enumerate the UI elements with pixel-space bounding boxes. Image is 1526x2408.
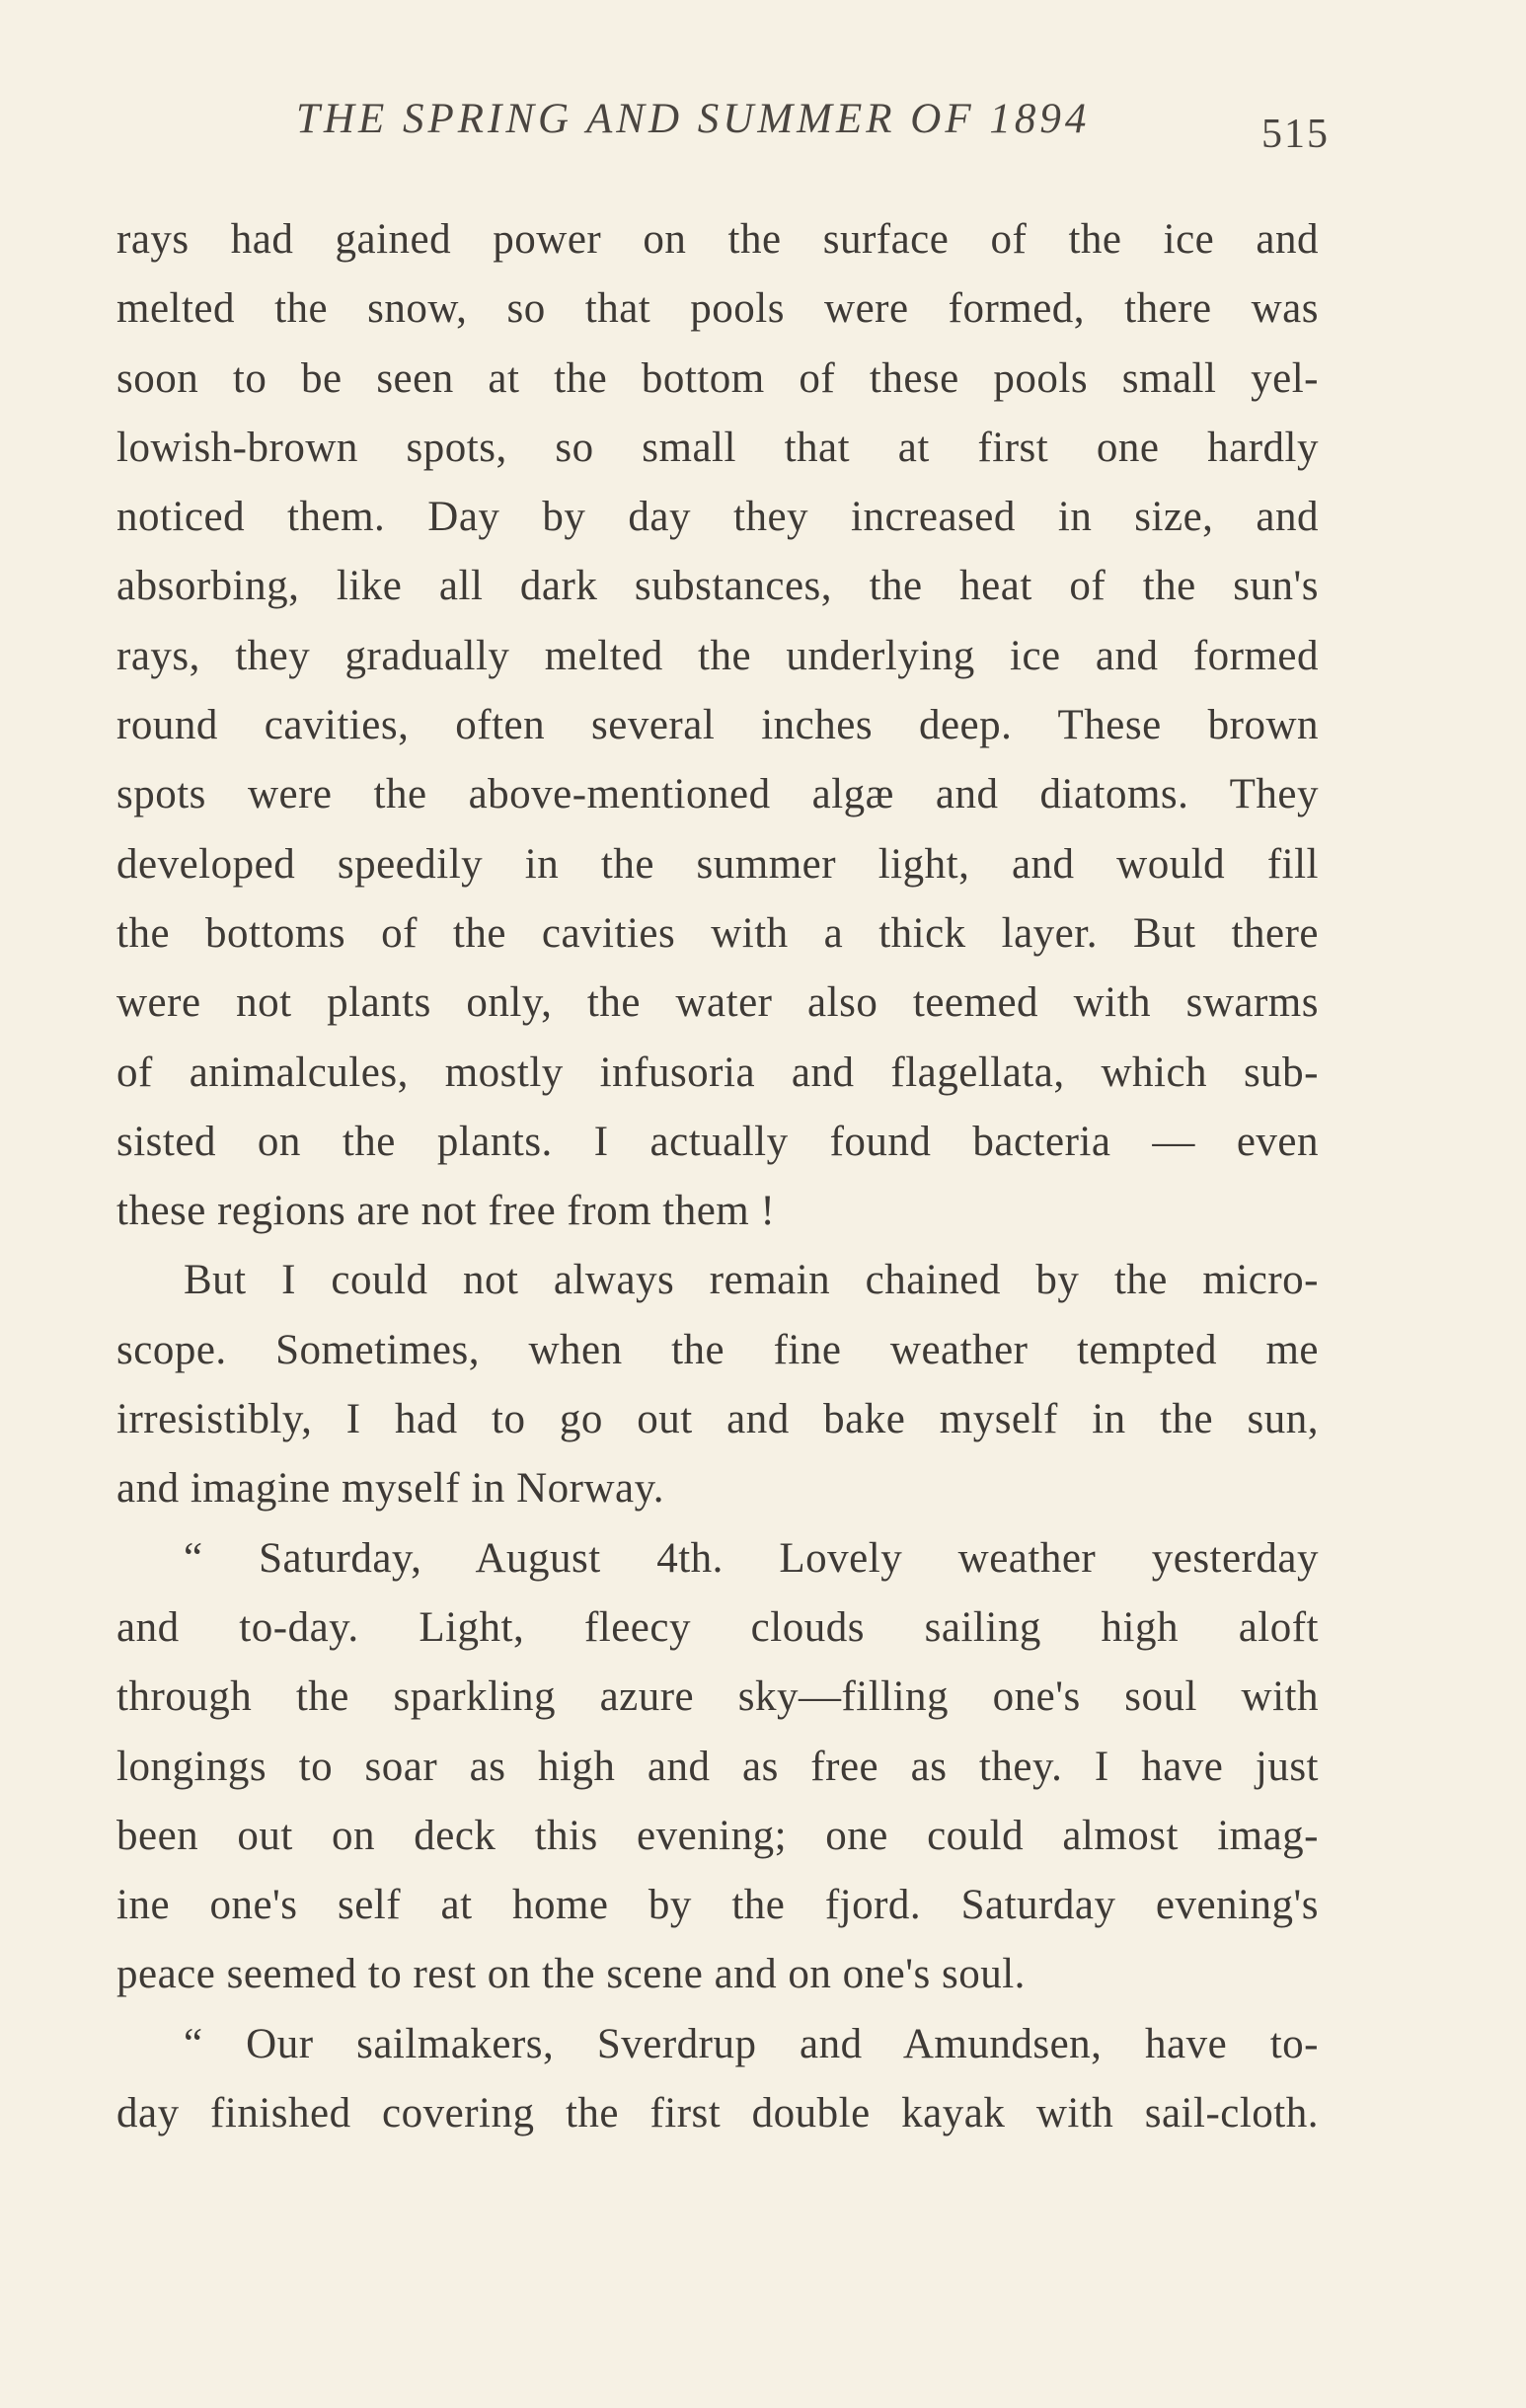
text-line: melted the snow, so that pools were formed, there was bbox=[116, 285, 1319, 333]
text-line: these regions are not free from them ! bbox=[116, 1188, 776, 1235]
text-line: noticed them. Day by day they increased in size, and bbox=[116, 494, 1319, 541]
text-line: But I could not always remain chained by the micro- bbox=[184, 1257, 1319, 1304]
text-line: longings to soar as high and as free as they. I have just bbox=[116, 1743, 1319, 1790]
text-line: ine one's self at home by the fjord. Saturday evening's bbox=[116, 1882, 1319, 1929]
page-number: 515 bbox=[1261, 112, 1330, 157]
text-line: day finished covering the first double kayak with sail-cloth. bbox=[116, 2090, 1319, 2137]
text-line: been out on deck this evening; one could almost imag- bbox=[116, 1812, 1319, 1859]
text-line: “ Our sailmakers, Sverdrup and Amundsen, have to- bbox=[184, 2020, 1319, 2067]
running-head-title: THE SPRING AND SUMMER OF 1894 bbox=[296, 96, 1091, 142]
text-line: and imagine myself in Norway. bbox=[116, 1465, 665, 1513]
text-line: spots were the above-mentioned algæ and diatoms. They bbox=[116, 771, 1319, 818]
text-line: peace seemed to rest on the scene and on one's soul. bbox=[116, 1951, 1026, 1998]
text-line: the bottoms of the cavities with a thick layer. But there bbox=[116, 909, 1319, 957]
text-line: of animalcules, mostly infusoria and flagellata, which sub- bbox=[116, 1049, 1319, 1096]
text-line: rays, they gradually melted the underlying ice and formed bbox=[116, 632, 1319, 679]
text-line: lowish-brown spots, so small that at first one hardly bbox=[116, 424, 1319, 471]
text-line: rays had gained power on the surface of the ice and bbox=[116, 216, 1319, 263]
body-text bbox=[116, 205, 1319, 2148]
text-line: were not plants only, the water also teemed with swarms bbox=[116, 979, 1319, 1027]
text-line: developed speedily in the summer light, and would fill bbox=[116, 840, 1319, 888]
text-line: “ Saturday, August 4th. Lovely weather yesterday bbox=[184, 1534, 1319, 1582]
text-line: round cavities, often several inches deep. These brown bbox=[116, 702, 1319, 749]
text-line: soon to be seen at the bottom of these pools small yel- bbox=[116, 354, 1319, 402]
text-line: scope. Sometimes, when the fine weather tempted me bbox=[116, 1326, 1319, 1373]
text-line: absorbing, like all dark substances, the heat of the sun's bbox=[116, 563, 1319, 610]
text-line: sisted on the plants. I actually found bacteria — even bbox=[116, 1118, 1319, 1165]
text-line: irresistibly, I had to go out and bake myself in the sun, bbox=[116, 1396, 1319, 1443]
text-line: and to-day. Light, fleecy clouds sailing high aloft bbox=[116, 1603, 1319, 1651]
text-line: through the sparkling azure sky—filling one's soul with bbox=[116, 1673, 1319, 1721]
